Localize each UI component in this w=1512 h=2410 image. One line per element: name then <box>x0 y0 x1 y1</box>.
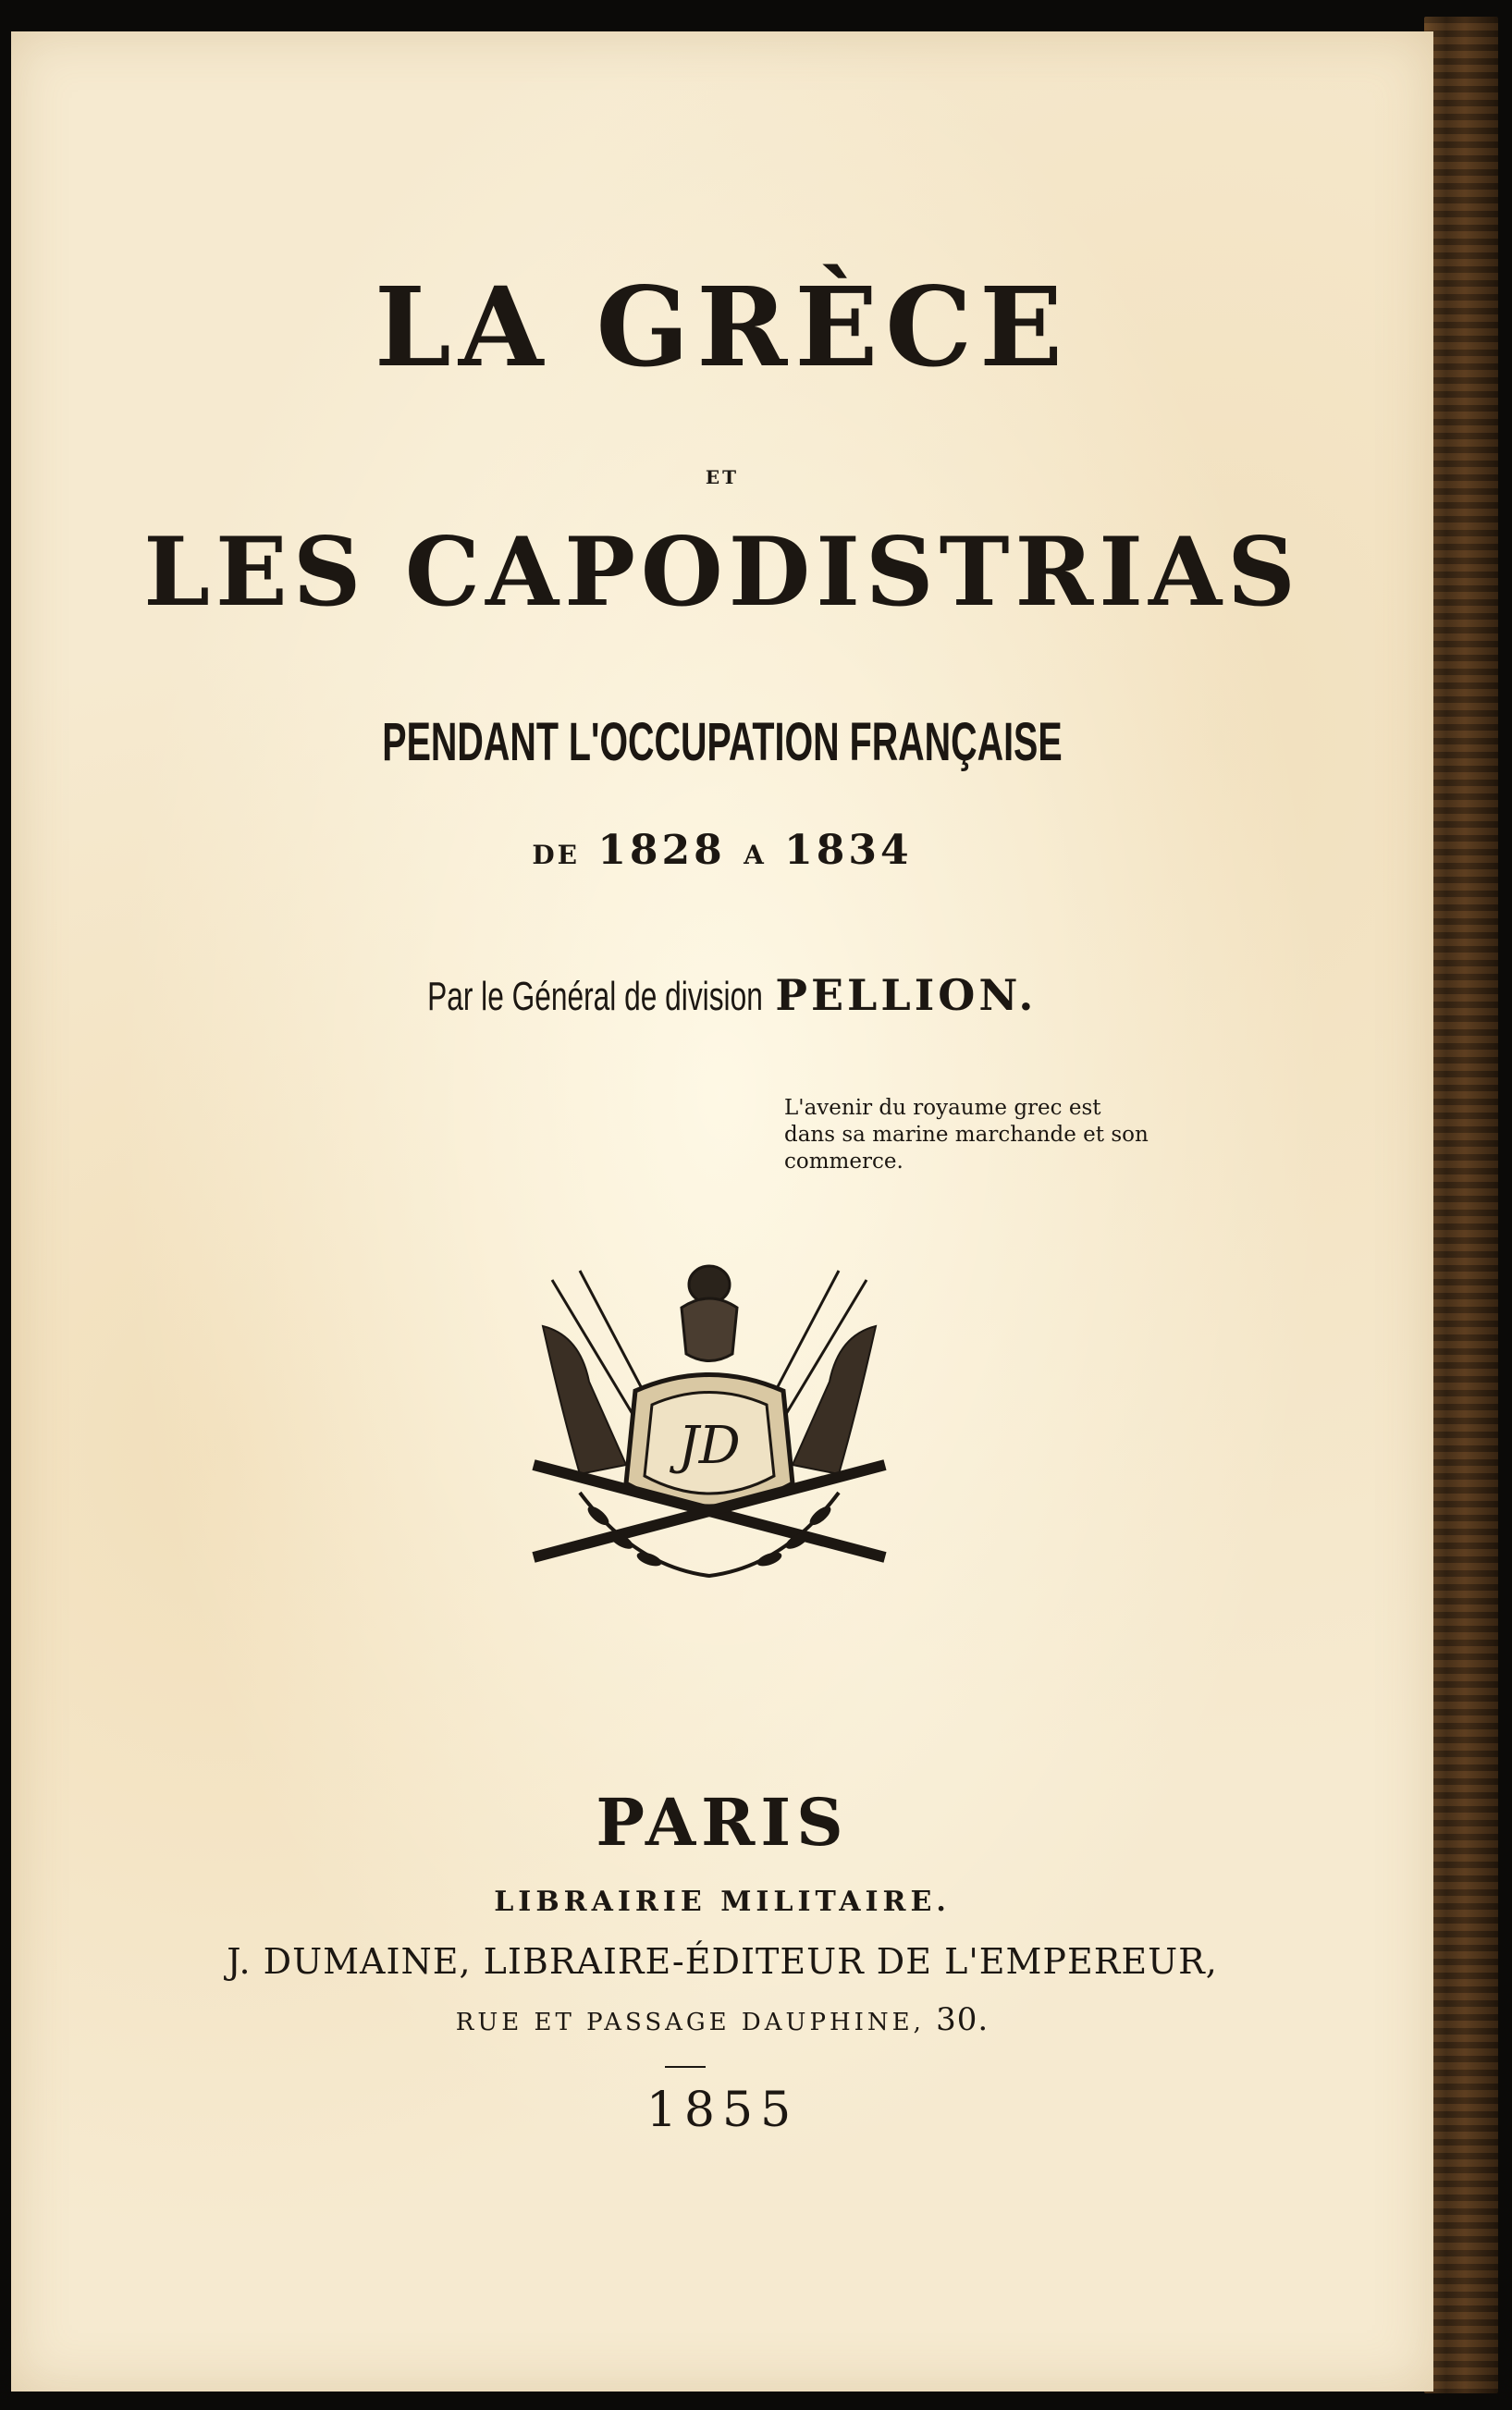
author-prefix: Par le Général de division <box>426 974 763 1019</box>
book-edge <box>1424 17 1498 2393</box>
imprint-editor: J. DUMAINE, LIBRAIRE-ÉDITEUR DE L'EMPEREUR, <box>227 1941 1218 1982</box>
title-line-1: LA GRÈCE <box>374 263 1071 391</box>
publication-year: 1855 <box>645 2083 799 2138</box>
imprint-street: RUE ET PASSAGE DAUPHINE, <box>455 2009 925 2036</box>
subtitle: PENDANT L'OCCUPATION FRANÇAISE <box>382 712 1063 772</box>
epigraph <box>784 1095 1173 1175</box>
author-line <box>11 970 1433 1020</box>
date-de: DE <box>532 840 580 870</box>
epigraph-line-1: L'avenir du royaume grec est <box>784 1096 1101 1120</box>
date-range <box>11 827 1433 874</box>
title-page <box>11 31 1433 2392</box>
imprint-publisher: LIBRAIRIE MILITAIRE. <box>494 1886 951 1918</box>
date-start: 1828 <box>597 827 726 874</box>
date-a: A <box>744 840 767 870</box>
epigraph-line-2: dans sa marine marchande et son <box>784 1123 1149 1147</box>
trophy-of-arms-emblem <box>524 1252 894 1604</box>
emblem-monogram: JD <box>678 1416 741 1476</box>
date-end: 1834 <box>784 827 913 874</box>
epigraph-line-3: commerce. <box>784 1150 904 1174</box>
author-name: PELLION. <box>775 970 1038 1020</box>
title-connector: ET <box>705 466 740 488</box>
title-line-2: LES CAPODISTRIAS <box>143 517 1301 628</box>
divider-rule <box>665 2066 706 2068</box>
imprint-address <box>11 2001 1433 2038</box>
imprint-number: 30. <box>936 2001 990 2038</box>
imprint-city: PARIS <box>596 1784 849 1861</box>
